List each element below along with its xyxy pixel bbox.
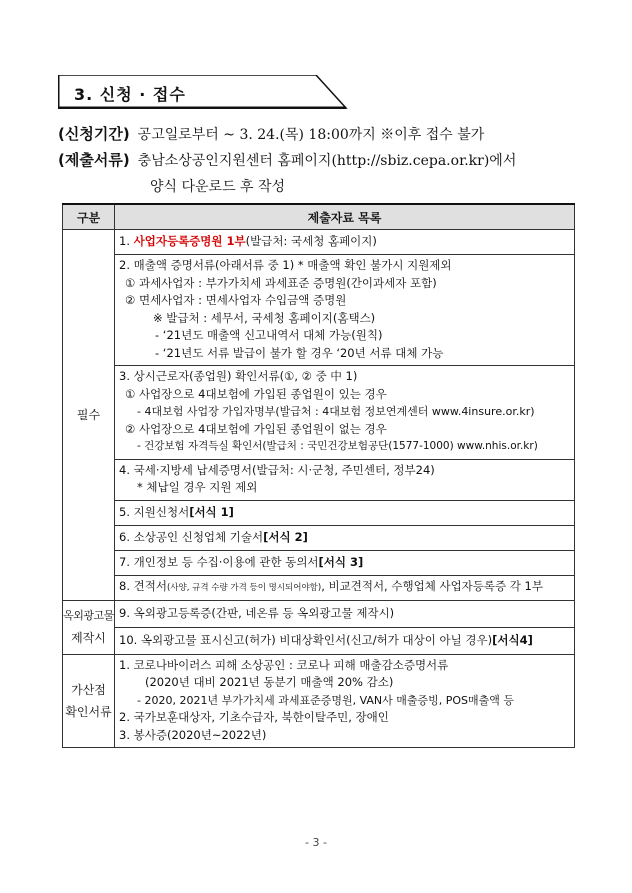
documents-table <box>62 203 575 748</box>
table-row <box>63 550 575 575</box>
table-row <box>63 230 575 255</box>
item-2-line-3: ② 면세사업자 : 면세사업자 수입금액 증명원 <box>125 293 347 307</box>
item-4-line-1: 4. 국세·지방세 납세증명서(발급처: 시·군청, 주민센터, 정부24) <box>119 462 435 477</box>
item-1 <box>115 230 575 255</box>
item-3-line-1: 3. 상시근로자(종업원) 확인서류(①, ② 중 中 1) <box>119 369 358 383</box>
table-row <box>63 525 575 550</box>
category-bonus <box>63 654 115 748</box>
bonus-line-4: 2. 국가보훈대상자, 기초수급자, 북한이탈주민, 장애인 <box>119 710 389 724</box>
item-3 <box>115 366 575 460</box>
bonus-line-5: 3. 봉사증(2020년~2022년) <box>119 727 267 742</box>
item-8 <box>115 575 575 600</box>
docs-label: (제출서류) <box>58 151 130 169</box>
table-row <box>63 600 575 627</box>
bonus-line-3: - 2020, 2021년 부가가치세 과세표준증명원, VAN사 매출증빙, POS매출액 등 <box>137 693 515 707</box>
item-3-line-3: - 4대보험 사업장 가입자명부(발급처 : 4대보험 정보연계센터 www.4insure.or.kr) <box>137 405 535 418</box>
item-3-line-2: ① 사업장으로 4대보험에 가입된 종업원이 있는 경우 <box>125 386 387 401</box>
docs-text: 충남소상공인지원센터 홈페이지(http://sbiz.cepa.or.kr)에서 <box>137 153 517 169</box>
table-row <box>63 255 575 366</box>
period-label: (신청기간) <box>58 125 130 143</box>
item-9: 9. 옥외광고등록증(간판, 네온류 등 옥외광고물 제작시) <box>115 600 575 627</box>
table-row <box>63 627 575 654</box>
item-1-highlight: 사업자등록증명원 1부 <box>133 234 246 249</box>
item-3-line-4: ② 사업장으로 4대보험에 가입된 종업원이 없는 경우 <box>125 421 387 436</box>
table-header-row <box>63 204 575 230</box>
item-2-line-6: - ‘21년도 서류 발급이 불가 할 경우 ‘20년 서류 대체 가능 <box>155 345 444 360</box>
header-list: 제출자료 목록 <box>115 204 575 230</box>
item-5-text: 5. 지원신청서 <box>119 504 190 519</box>
table-row <box>63 575 575 600</box>
item-8-note: (사양, 규격 수량 가격 등이 명시되어야함) <box>166 582 322 593</box>
item-10-text: 10. 옥외광고물 표시신고(허가) 비대상확인서(신고/허가 대상이 아닐 경우) <box>119 632 493 647</box>
table-row <box>63 654 575 748</box>
item-2 <box>115 255 575 366</box>
item-2-line-4: ※ 발급처 : 세무서, 국세청 홈페이지(홈택스) <box>153 310 376 325</box>
docs-text-continued: 양식 다운로드 후 작성 <box>150 179 286 195</box>
section-title: 3. 신청 · 접수 <box>74 85 186 104</box>
item-7-text: 7. 개인정보 등 수집·이용에 관한 동의서 <box>119 554 319 569</box>
category-outdoor-line-2: 제작시 <box>71 631 106 645</box>
item-10 <box>115 627 575 654</box>
item-5-form: [서식 1] <box>189 504 234 519</box>
category-bonus-line-1: 가산점 <box>71 682 106 697</box>
bonus-line-2: (2020년 대비 2021년 동분기 매출액 20% 감소) <box>145 675 394 689</box>
table-row <box>63 366 575 460</box>
item-1-rest: (발급처: 국세청 홈페이지) <box>245 234 377 249</box>
item-2-line-5: - ‘21년도 매출액 신고내역서 대체 가능(원칙) <box>155 328 383 342</box>
item-5 <box>115 500 575 525</box>
item-2-line-2: ① 과세사업자 : 부가가치세 과세표준 증명원(간이과세자 포함) <box>125 275 437 290</box>
section-header <box>58 75 348 109</box>
table-row <box>63 500 575 525</box>
header-category: 구분 <box>63 204 115 230</box>
item-6 <box>115 525 575 550</box>
item-6-form: [서식 2] <box>263 529 308 544</box>
page-number: - 3 - <box>305 836 327 849</box>
table-row <box>63 459 575 500</box>
submission-docs <box>58 150 516 171</box>
item-4-line-2: * 체납일 경우 지원 제외 <box>137 480 258 494</box>
application-period <box>58 124 484 145</box>
item-7 <box>115 550 575 575</box>
item-10-form: [서식4] <box>492 632 533 647</box>
item-8-text-b: , 비교견적서, 수행업체 사업자등록증 각 1부 <box>321 578 543 593</box>
category-bonus-line-2: 확인서류 <box>65 704 112 719</box>
bonus-line-1: 1. 코로나바이러스 피해 소상공인 : 코로나 피해 매출감소증명서류 <box>119 657 449 672</box>
item-4 <box>115 459 575 500</box>
item-1-num: 1. <box>119 234 134 249</box>
period-text: 공고일로부터 ~ 3. 24.(목) 18:00까지 ※이후 접수 불가 <box>137 127 485 143</box>
item-7-form: [서식 3] <box>318 554 364 569</box>
bonus-items <box>115 654 575 748</box>
item-3-line-5: - 건강보험 자격득실 확인서(발급처 : 국민건강보험공단(1577-1000) www.nhis.or.kr) <box>137 440 538 452</box>
category-outdoor-line-1: 옥외광고물 <box>63 609 114 622</box>
category-outdoor <box>63 600 115 654</box>
item-2-line-1: 2. 매출액 증명서류(아래서류 중 1) * 매출액 확인 불가시 지원제외 <box>119 258 452 272</box>
item-8-text-a: 8. 견적서 <box>119 578 167 593</box>
item-6-text: 6. 소상공인 신청업체 기술서 <box>119 529 264 544</box>
category-required: 필수 <box>63 230 115 601</box>
